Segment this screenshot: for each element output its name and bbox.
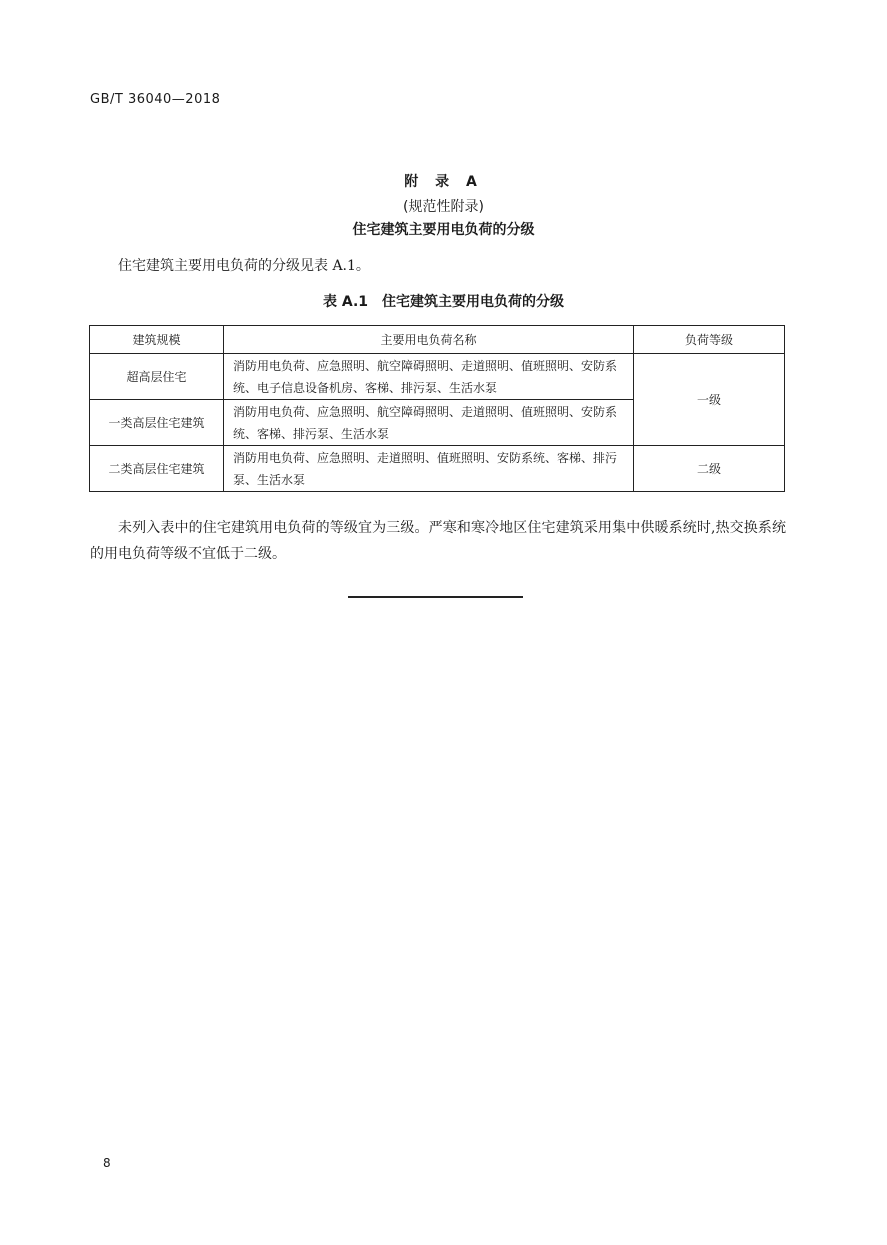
header-load-level: 负荷等级: [634, 326, 785, 354]
building-scale-cell: 一类高层住宅建筑: [90, 400, 224, 446]
appendix-label: 附 录 A: [404, 174, 483, 190]
table-row: [90, 354, 785, 400]
building-scale-cell: 超高层住宅: [90, 354, 224, 400]
header-building-scale: 建筑规模: [90, 326, 224, 354]
appendix-type: (规范性附录): [403, 199, 484, 215]
standard-code: GB/T 36040—2018: [90, 92, 221, 107]
load-names-cell: 消防用电负荷、应急照明、走道照明、值班照明、安防系统、客梯、排污泵、生活水泵: [224, 446, 634, 492]
building-scale-cell: 二类高层住宅建筑: [90, 446, 224, 492]
load-names-cell: 消防用电负荷、应急照明、航空障碍照明、走道照明、值班照明、安防系统、客梯、排污泵、生活水泵: [224, 400, 634, 446]
load-level-cell: 一级: [634, 354, 785, 446]
end-rule: [348, 596, 523, 598]
header-load-names: 主要用电负荷名称: [224, 326, 634, 354]
table-header-row: [90, 326, 785, 354]
table-caption: 表 A.1 住宅建筑主要用电负荷的分级: [322, 294, 565, 310]
intro-paragraph: 住宅建筑主要用电负荷的分级见表 A.1。: [118, 258, 370, 274]
table-row: [90, 446, 785, 492]
load-names-cell: 消防用电负荷、应急照明、航空障碍照明、走道照明、值班照明、安防系统、电子信息设备机房、客梯、排污泵、生活水泵: [224, 354, 634, 400]
note-paragraph: 未列入表中的住宅建筑用电负荷的等级宜为三级。严寒和寒冷地区住宅建筑采用集中供暖系统时,热交换系统的用电负荷等级不宜低于二级。: [90, 520, 786, 562]
page-number: 8: [103, 1156, 111, 1170]
load-classification-table: [89, 325, 785, 492]
appendix-title: 住宅建筑主要用电负荷的分级: [352, 222, 535, 238]
load-level-cell: 二级: [634, 446, 785, 492]
